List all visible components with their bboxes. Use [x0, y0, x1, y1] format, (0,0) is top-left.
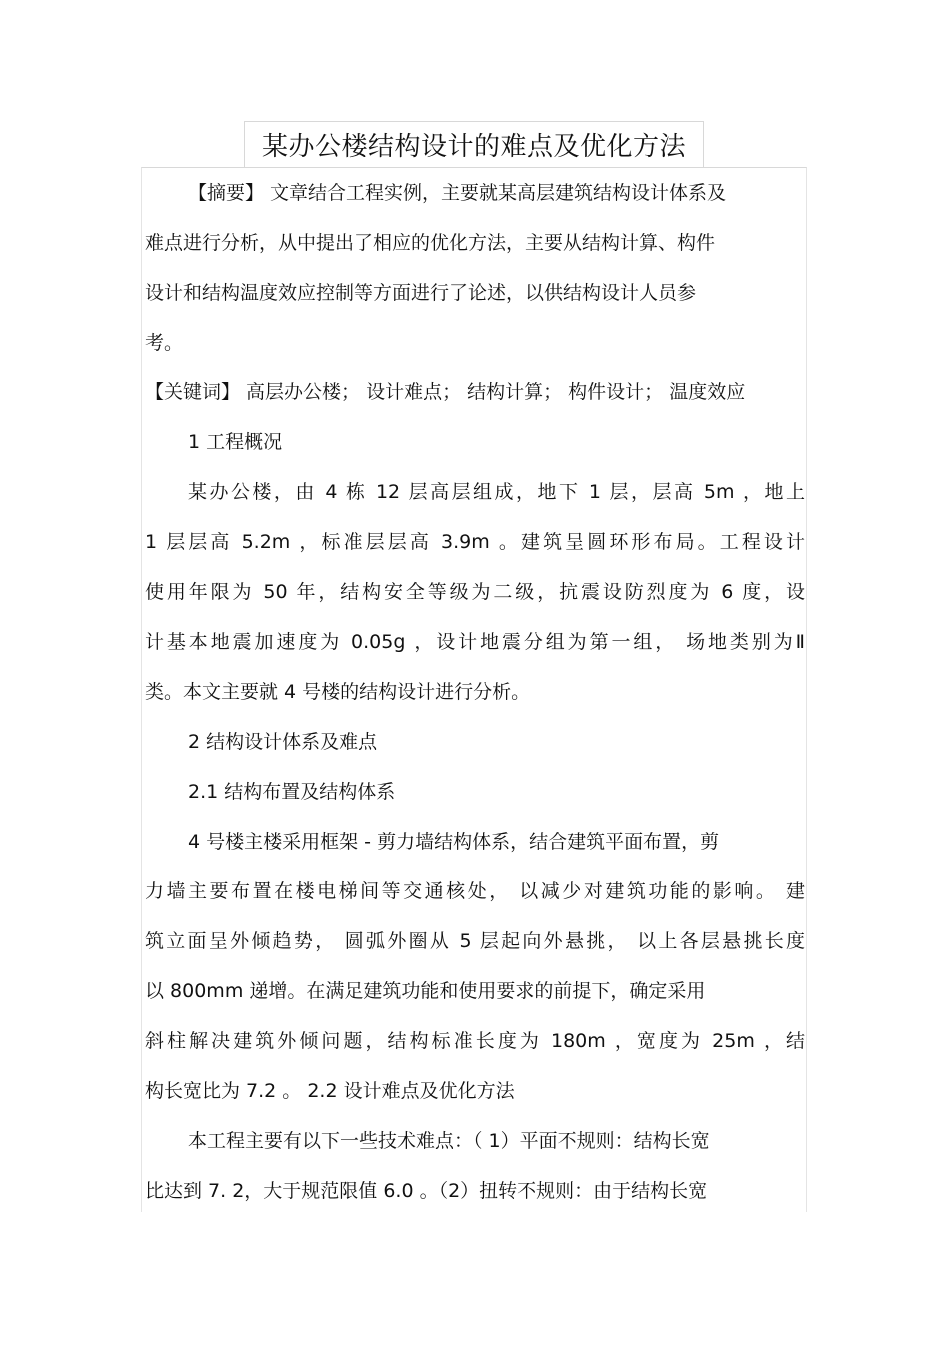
- text-line: 比达到 7. 2，大于规范限值 6.0 。（2）扭转不规则：由于结构长宽: [145, 1180, 708, 1202]
- text-line: 2 结构设计体系及难点: [188, 731, 378, 753]
- title-box: [244, 121, 704, 168]
- text-line: 1 工程概况: [188, 431, 283, 453]
- text-line: 4 号楼主楼采用框架 - 剪力墙结构体系，结合建筑平面布置，剪: [188, 831, 720, 853]
- text-line: 力墙主要布置在楼电梯间等交通核处， 以减少对建筑功能的影响。 建: [145, 880, 805, 902]
- text-line: 构长宽比为 7.2 。 2.2 设计难点及优化方法: [145, 1080, 515, 1102]
- text-line: 以 800mm 递增。在满足建筑功能和使用要求的前提下，确定采用: [145, 980, 706, 1002]
- text-line: 筑立面呈外倾趋势， 圆弧外圈从 5 层起向外悬挑， 以上各层悬挑长度: [145, 930, 805, 952]
- text-line: 使用年限为 50 年，结构安全等级为二级，抗震设防烈度为 6 度，设: [145, 581, 805, 603]
- text-line: 考。: [145, 332, 184, 354]
- text-line: 某办公楼，由 4 栋 12 层高层组成，地下 1 层，层高 5m ，地上: [188, 481, 805, 503]
- text-line: 计基本地震加速度为 0.05g ，设计地震分组为第一组， 场地类别为Ⅱ: [145, 631, 805, 653]
- text-line: 类。本文主要就 4 号楼的结构设计进行分析。: [145, 681, 531, 703]
- text-line: 1 层层高 5.2m ，标准层层高 3.9m 。建筑呈圆环形布局。工程设计: [145, 531, 805, 553]
- text-line: 设计和结构温度效应控制等方面进行了论述，以供结构设计人员参: [145, 282, 697, 304]
- text-line: 难点进行分析，从中提出了相应的优化方法，主要从结构计算、构件: [145, 232, 716, 254]
- text-line: 【关键词】 高层办公楼； 设计难点； 结构计算； 构件设计； 温度效应: [145, 381, 746, 403]
- text-line: 2.1 结构布置及结构体系: [188, 781, 396, 803]
- text-line: 【摘要】 文章结合工程实例，主要就某高层建筑结构设计体系及: [188, 182, 727, 204]
- text-line: 斜柱解决建筑外倾问题，结构标准长度为 180m ，宽度为 25m ，结: [145, 1030, 805, 1052]
- text-line: 本工程主要有以下一些技术难点：（ 1）平面不规则：结构长宽: [188, 1130, 710, 1152]
- document-title: 某办公楼结构设计的难点及优化方法: [261, 132, 686, 162]
